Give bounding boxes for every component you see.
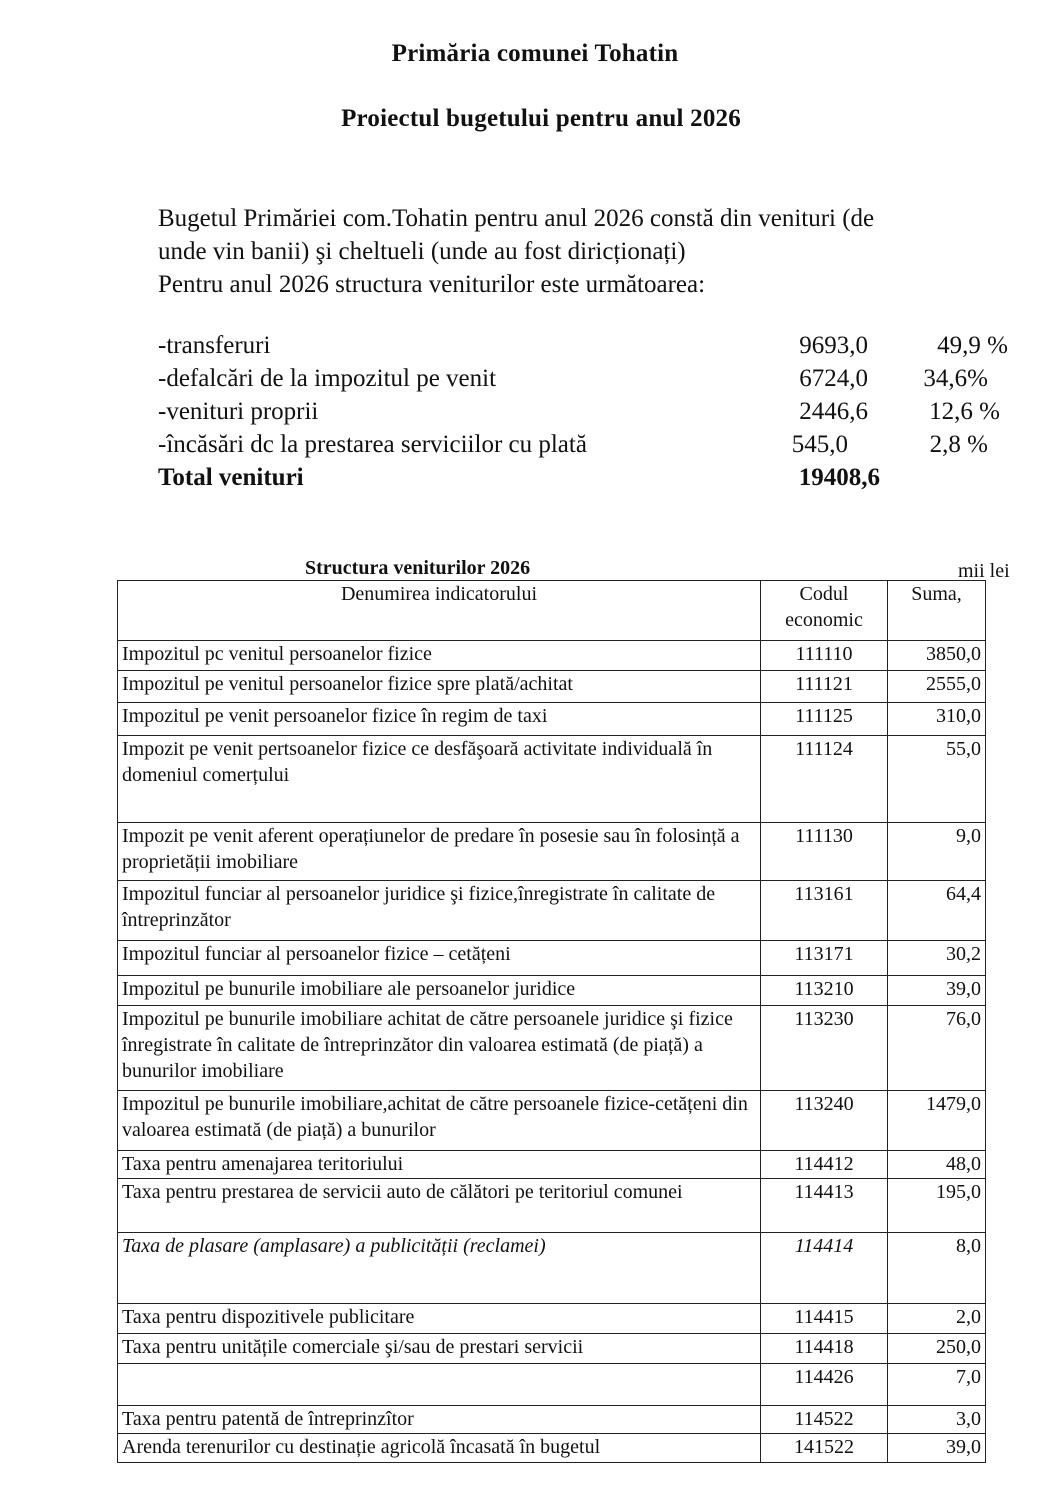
- row-code: 114414: [761, 1233, 888, 1304]
- row-name: Taxa pentru patentă de întreprinzîtor: [118, 1406, 761, 1434]
- table-row: [118, 1406, 986, 1434]
- row-sum: 310,0: [888, 703, 986, 736]
- intro-paragraph: [158, 202, 1018, 301]
- row-code: 113161: [761, 881, 888, 941]
- row-sum: 3,0: [888, 1406, 986, 1434]
- row-sum: 64,4: [888, 881, 986, 941]
- column-header-code: Codul economic: [761, 581, 888, 641]
- row-code: 113230: [761, 1006, 888, 1091]
- summary-total-row: [158, 464, 1028, 497]
- summary-label: -defalcări de la impozitul pe venit: [158, 365, 497, 392]
- row-code: 111121: [761, 671, 888, 703]
- row-code: 111124: [761, 736, 888, 823]
- summary-label: -venituri proprii: [158, 398, 319, 425]
- row-sum: 48,0: [888, 1151, 986, 1179]
- row-code: 114418: [761, 1334, 888, 1364]
- row-code: 114415: [761, 1304, 888, 1334]
- row-name: Impozitul pe venit persoanelor fizice în regim de taxi: [118, 703, 761, 736]
- row-sum: 2555,0: [888, 671, 986, 703]
- row-sum: 9,0: [888, 823, 986, 881]
- summary-row: [158, 398, 1028, 431]
- row-sum: 3850,0: [888, 641, 986, 671]
- row-name: Impozitul pe bunurile imobiliare,achitat de către persoanele fizice-cetățeni din valoarea estimată (de piață) a bunurilor: [118, 1091, 761, 1151]
- row-code: 141522: [761, 1434, 888, 1463]
- row-code: 114522: [761, 1406, 888, 1434]
- row-name: Taxa pentru unitățile comerciale şi/sau de prestari servicii: [118, 1334, 761, 1364]
- table-row: [118, 976, 986, 1006]
- summary-row: [158, 365, 1028, 398]
- table-title: Structura veniturilor 2026: [305, 557, 531, 579]
- intro-line-2: unde vin banii) şi cheltueli (unde au fost diricționați): [158, 238, 686, 265]
- table-row: [118, 1233, 986, 1304]
- table-row: [118, 736, 986, 823]
- revenue-summary: [158, 332, 1028, 497]
- total-label: Total venituri: [158, 464, 304, 491]
- row-name: Impozit pe venit pertsoanelor fizice ce desfăşoară activitate individuală în domeniul comerțului: [118, 736, 761, 823]
- row-sum: 39,0: [888, 976, 986, 1006]
- row-name: Taxa pentru dispozitivele publicitare: [118, 1304, 761, 1334]
- intro-line-1: Bugetul Primăriei com.Tohatin pentru anul 2026 constă din venituri (de: [158, 205, 875, 232]
- table-row: [118, 1364, 986, 1406]
- table-row: [118, 1434, 986, 1463]
- row-sum: 1479,0: [888, 1091, 986, 1151]
- row-sum: 30,2: [888, 941, 986, 976]
- table-row: [118, 881, 986, 941]
- summary-row: [158, 332, 1028, 365]
- table-row: [118, 1006, 986, 1091]
- column-header-sum: Suma,: [888, 581, 986, 641]
- row-name: Taxa pentru amenajarea teritoriului: [118, 1151, 761, 1179]
- document-title: Proiectul bugetului pentru anul 2026: [341, 105, 741, 132]
- row-sum: 7,0: [888, 1364, 986, 1406]
- row-code: 114426: [761, 1364, 888, 1406]
- row-code: 113240: [761, 1091, 888, 1151]
- summary-value: 2446,6: [799, 398, 868, 425]
- column-header-name: Denumirea indicatorului: [118, 581, 761, 641]
- summary-percent: 34,6%: [923, 365, 988, 392]
- unit-label: mii lei: [958, 560, 1010, 582]
- table-row: [118, 1091, 986, 1151]
- summary-label: -transferuri: [158, 332, 271, 359]
- summary-percent: 12,6 %: [929, 398, 1000, 425]
- row-name: Arenda terenurilor cu destinație agricolă încasată în bugetul: [118, 1434, 761, 1463]
- row-name: Impozitul pe bunurile imobiliare achitat de către persoanele juridice şi fizice înregistrate în calitate de întreprinzător din valoarea estimată (de piață) a bunurilor imobiliare: [118, 1006, 761, 1091]
- table-row: [118, 641, 986, 671]
- table-header-row: [118, 581, 986, 641]
- summary-percent: 49,9 %: [937, 332, 1008, 359]
- row-name: Impozit pe venit aferent operațiunelor de predare în posesie sau în folosință a proprietății imobiliare: [118, 823, 761, 881]
- row-code: 111125: [761, 703, 888, 736]
- summary-value: 545,0: [791, 431, 848, 458]
- row-name: Impozitul funciar al persoanelor juridice şi fizice,înregistrate în calitate de întreprinzător: [118, 881, 761, 941]
- row-sum: 2,0: [888, 1304, 986, 1334]
- row-sum: 8,0: [888, 1233, 986, 1304]
- summary-label: -încăsări dc la prestarea serviciilor cu plată: [158, 431, 587, 458]
- row-sum: 76,0: [888, 1006, 986, 1091]
- total-value: 19408,6: [798, 464, 880, 491]
- summary-percent: 2,8 %: [929, 431, 988, 458]
- row-sum: 55,0: [888, 736, 986, 823]
- row-name: Taxa de plasare (amplasare) a publicității (reclamei): [118, 1233, 761, 1304]
- table-row: [118, 671, 986, 703]
- table-row: [118, 1179, 986, 1233]
- row-name: Impozitul pc venitul persoanelor fizice: [118, 641, 761, 671]
- row-sum: 39,0: [888, 1434, 986, 1463]
- row-name: Impozitul pe venitul persoanelor fizice spre plată/achitat: [118, 671, 761, 703]
- row-code: 113171: [761, 941, 888, 976]
- row-code: 114413: [761, 1179, 888, 1233]
- table-row: [118, 823, 986, 881]
- row-code: 113210: [761, 976, 888, 1006]
- row-name: Impozitul pe bunurile imobiliare ale persoanelor juridice: [118, 976, 761, 1006]
- table-row: [118, 941, 986, 976]
- row-sum: 195,0: [888, 1179, 986, 1233]
- row-name: Taxa pentru prestarea de servicii auto de călători pe teritoriul comunei: [118, 1179, 761, 1233]
- table-row: [118, 1151, 986, 1179]
- row-sum: 250,0: [888, 1334, 986, 1364]
- row-name: [118, 1364, 761, 1406]
- table-row: [118, 1334, 986, 1364]
- summary-value: 6724,0: [799, 365, 868, 392]
- row-code: 111110: [761, 641, 888, 671]
- row-code: 111130: [761, 823, 888, 881]
- revenue-structure-table: [117, 580, 986, 1463]
- summary-row: [158, 431, 1028, 464]
- institution-title: Primăria comunei Tohatin: [391, 40, 679, 67]
- table-row: [118, 1304, 986, 1334]
- row-name: Impozitul funciar al persoanelor fizice – cetățeni: [118, 941, 761, 976]
- intro-line-3: Pentru anul 2026 structura veniturilor este următoarea:: [158, 271, 706, 298]
- summary-value: 9693,0: [799, 332, 868, 359]
- row-code: 114412: [761, 1151, 888, 1179]
- table-row: [118, 703, 986, 736]
